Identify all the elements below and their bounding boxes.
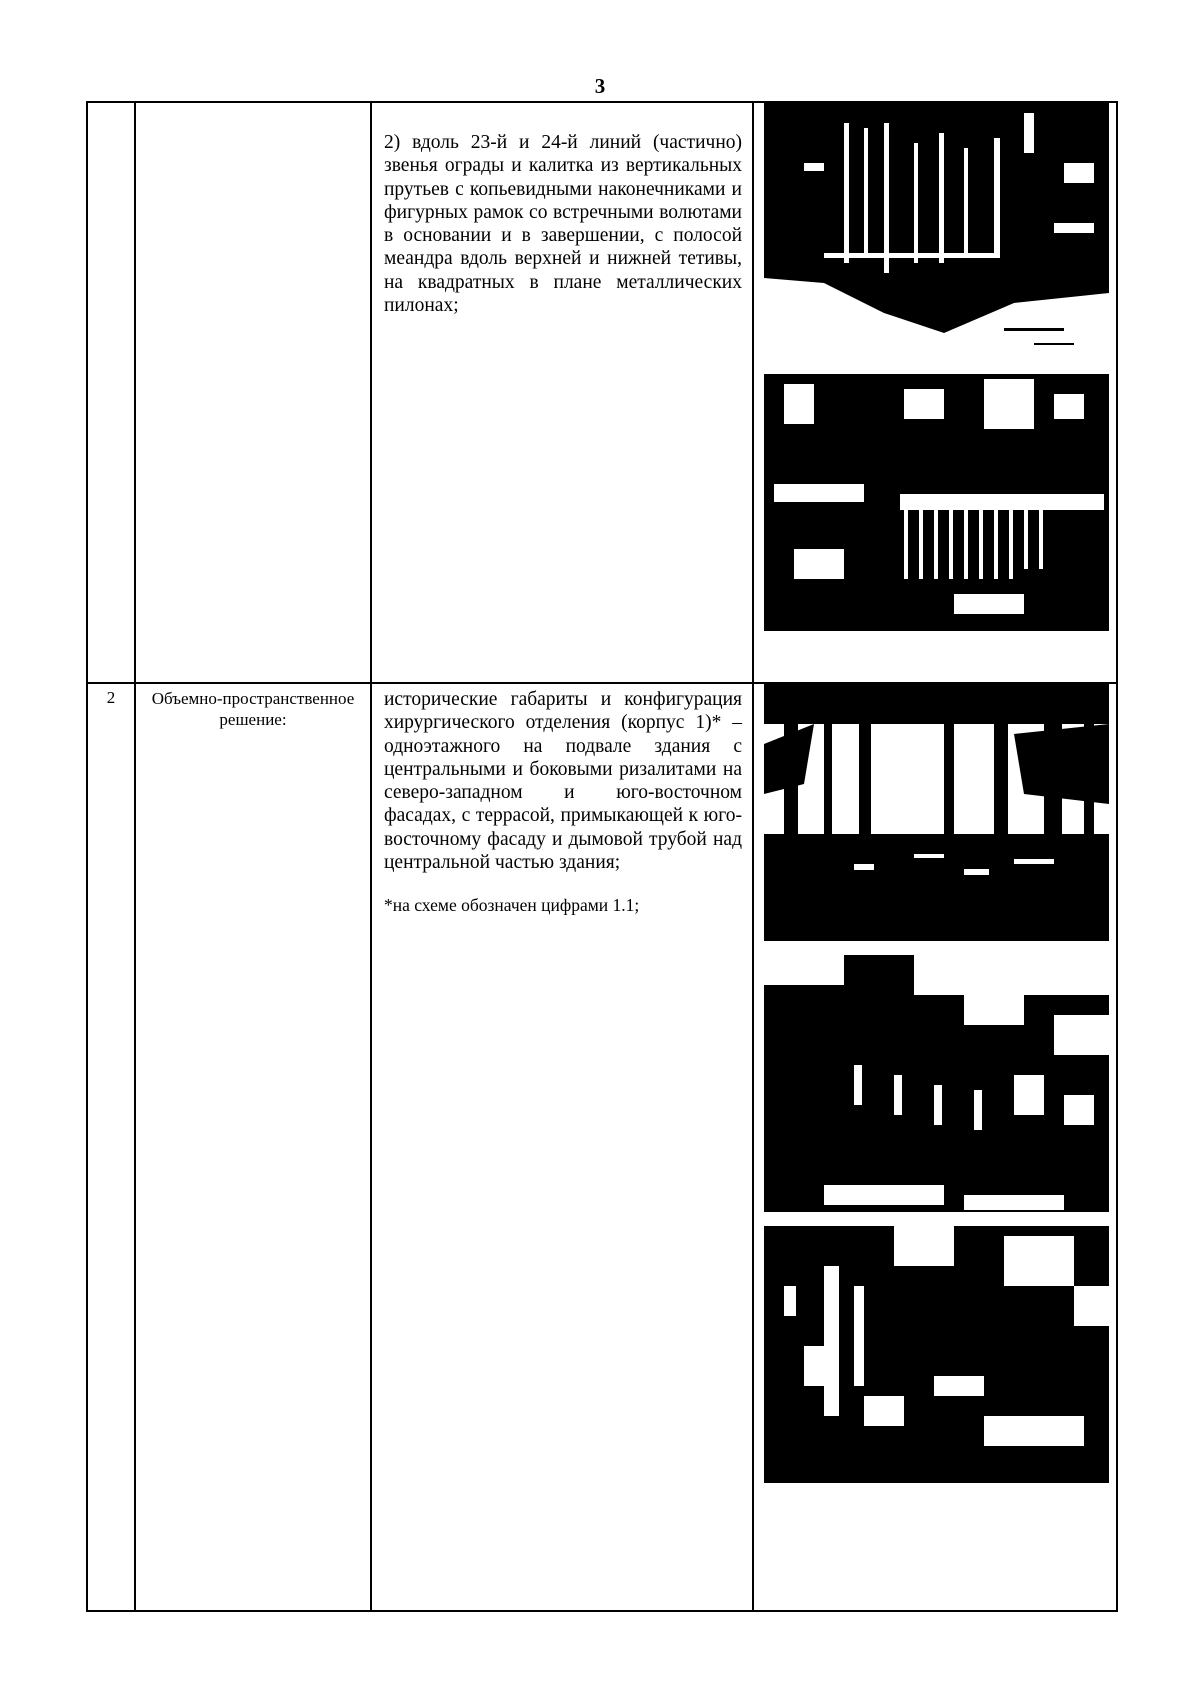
protection-subject-table bbox=[86, 101, 1118, 1612]
row-number bbox=[87, 102, 135, 683]
row-number: 2 bbox=[87, 683, 135, 1611]
fence-photo bbox=[764, 374, 1116, 631]
description-text: исторические габариты и конфигурация хирургического отделения (корпус 1)* – одноэтажного на подвале здания с центральными и боковыми ризалитами на северо-западном и юго-восточном фасадах, с террасой, примыкающей к юго-восточному фасаду и дымовой трубой над центральной частью здания; bbox=[384, 689, 742, 874]
footnote: *на схеме обозначен цифрами 1.1; bbox=[384, 895, 640, 916]
building-photo bbox=[764, 1226, 1116, 1483]
row-description bbox=[371, 683, 753, 1611]
photo-cell bbox=[753, 683, 1117, 1611]
row-label: Объемно-пространственное решение: bbox=[135, 683, 371, 1611]
table-row bbox=[87, 102, 1117, 683]
table-row bbox=[87, 683, 1117, 1611]
page-number: 3 bbox=[594, 74, 606, 98]
row-description bbox=[371, 102, 753, 683]
building-photo bbox=[764, 955, 1116, 1212]
photo-cell bbox=[753, 102, 1117, 683]
description-text: 2) вдоль 23-й и 24-й линий (частично) звенья ограды и калитка из вертикальных прутьев с копьевидными наконечниками и фигурных рамок со встречными волютами в основании и в завершении, с полосой меандра вдоль верхней и нижней тетивы, на квадратных в плане металлических пилонах; bbox=[384, 132, 742, 317]
row-label bbox=[135, 102, 371, 683]
fence-photo bbox=[764, 103, 1116, 360]
building-photo bbox=[764, 684, 1116, 941]
